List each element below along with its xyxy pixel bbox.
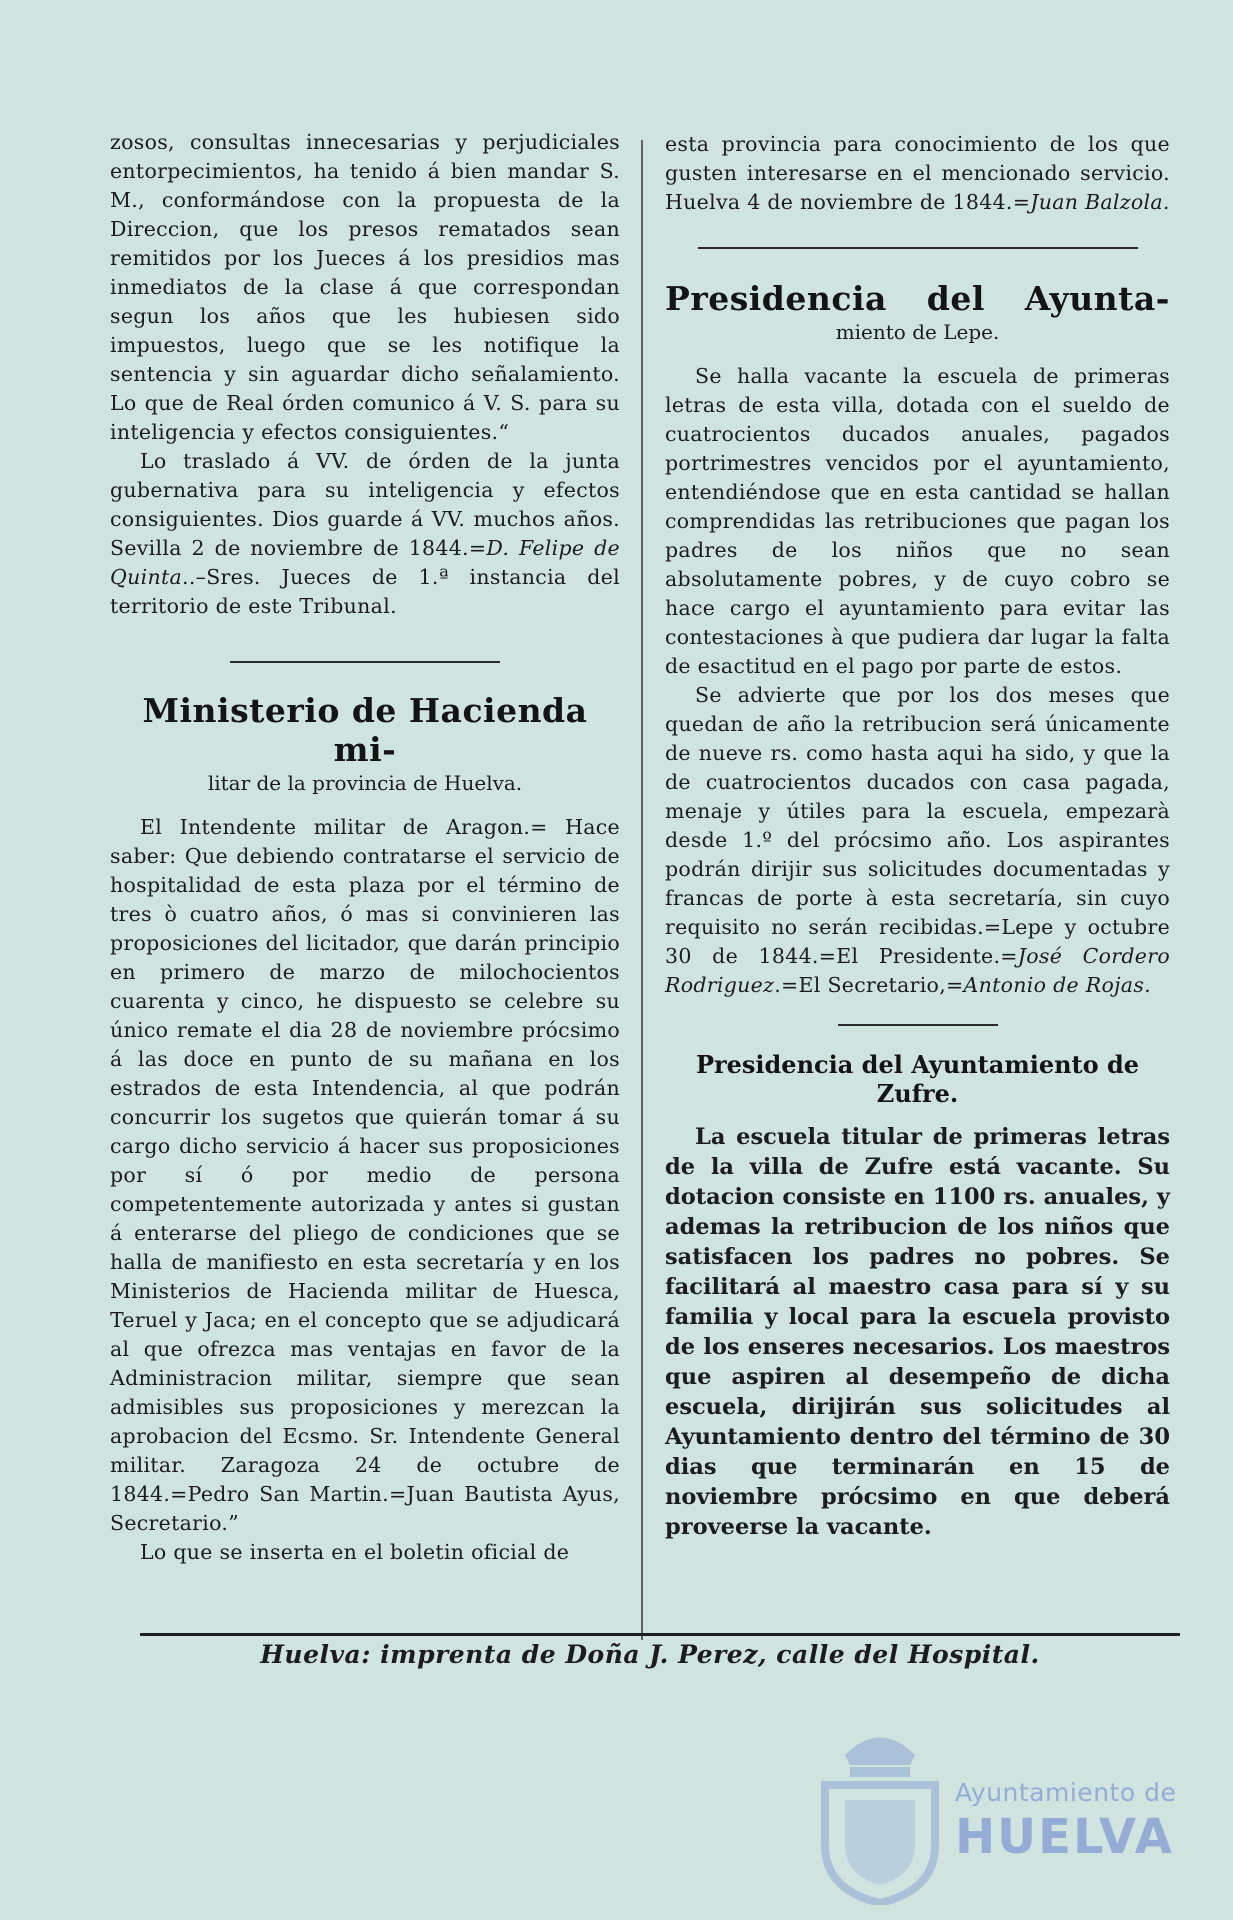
section-divider <box>230 661 500 663</box>
paragraph: zosos, consultas innecesarias y perjudiciales entorpecimientos, ha tenido á bien mandar S. M., conformándose con la propuesta de la Direccion, que los presos rematados sean remitidos por los Jueces á los presidios mas inmediatos de la clase á que correspondan segun los años que les hubiesen sido impuestos, luego que se les notifique la sentencia y sin aguardar dicho señalamiento. Lo que de Real órden comunico á V. S. para su inteligencia y efectos consiguientes.“ <box>110 130 620 444</box>
paragraph-text: Lo traslado á VV. de órden de la junta gubernativa para su inteligencia y efectos consiguientes. Dios guarde á VV. muchos años. Sevilla 2 de noviembre de 1844.= <box>110 449 620 560</box>
paragraph-text: ..–Sres. Jueces de 1.ª instancia del territorio de este Tribunal. <box>110 565 620 618</box>
watermark-line: Ayuntamiento de <box>955 1778 1177 1807</box>
signature: D. Felipe de Quinta <box>110 536 620 589</box>
coat-of-arms-icon <box>815 1715 945 1905</box>
section-heading: Ministerio de Hacienda mi- <box>142 691 588 769</box>
right-column <box>665 130 1170 1542</box>
paragraph <box>110 447 620 621</box>
section-subheading: litar de la provincia de Huelva. <box>207 771 523 795</box>
watermark <box>955 1778 1176 1865</box>
column-divider <box>641 140 643 1640</box>
paragraph-text: .=El Secretario,= <box>774 973 964 997</box>
left-column <box>110 128 620 1567</box>
paragraph <box>665 130 1170 217</box>
section-heading: Presidencia del Ayuntamiento de Zufre. <box>695 1050 1140 1108</box>
section-heading: Presidencia del Ayunta- <box>665 279 1170 318</box>
section-divider <box>838 1024 998 1026</box>
paragraph <box>665 681 1170 1000</box>
paragraph: Lo que se inserta en el boletin oficial de <box>140 1540 570 1564</box>
watermark-line: HUELVA <box>955 1809 1174 1865</box>
paragraph: Se halla vacante la escuela de primeras letras de esta villa, dotada con el sueldo de cuatrocientos ducados anuales, pagados portrimestres vencidos por el ayuntamiento, entendiéndose que en esta cantidad se hallan comprendidas las retribuciones que pagan los padres de los niños que no sean absolutamente pobres, y de cuyo cobro se hace cargo el ayuntamiento para evitar las contestaciones à que pudiera dar lugar la falta de esactitud en el pago por parte de estos. <box>665 364 1170 678</box>
section-divider <box>698 247 1138 249</box>
signature: José Cordero Rodriguez <box>665 944 1170 997</box>
paragraph-text: Se advierte que por los dos meses que quedan de año la retribucion será únicamente de nueve rs. como hasta aqui ha sido, y que la de cuatrocientos ducados con casa pagada, menaje y útiles para la escuela, empezarà desde 1.º del prócsimo año. Los aspirantes podrán dirijir sus solicitudes documentadas y francas de porte à esta secretaría, sin cuyo requisito no serán recibidas.=Lepe y octubre 30 de 1844.=El Presidente.= <box>665 683 1170 968</box>
paragraph-text: esta provincia para conocimiento de los que gusten interesarse en el mencionado servicio. Huelva 4 de noviembre de 1844.= <box>665 132 1170 214</box>
paragraph: La escuela titular de primeras letras de la villa de Zufre está vacante. Su dotacion consiste en 1100 rs. anuales, y ademas la retribucion de los niños que satisfacen los padres no pobres. Se facilitará al maestro casa para sí y su familia y local para la escuela provisto de los enseres necesarios. Los maestros que aspiren al desempeño de dicha escuela, dirijirán sus solicitudes al Ayuntamiento dentro del término de 30 dias que terminarán en 15 de noviembre prócsimo en que deberá proveerse la vacante. <box>665 1124 1170 1540</box>
imprint-footer: Huelva: imprenta de Doña J. Perez, calle del Hospital. <box>260 1640 1040 1669</box>
paragraph: El Intendente militar de Aragon.= Hace saber: Que debiendo contratarse el servicio de hospitalidad de esta plaza por el término de tres ò cuatro años, ó mas si convinieren las proposiciones del licitador, que darán principio en primero de marzo de milochocientos cuarenta y cinco, he dispuesto se celebre su único remate el dia 28 de noviembre prócsimo á las doce en punto de su mañana en los estrados de esta Intendencia, al que podrán concurrir los sugetos que quierán tomar á su cargo dicho servicio á hacer sus proposiciones por sí ó por medio de persona competentemente autorizada y antes si gustan á enterarse del pliego de condiciones que se halla de manifiesto en esta secretaría y en los Ministerios de Hacienda militar de Huesca, Teruel y Jaca; en el concepto que se adjudicará al que ofrezca mas ventajas en favor de la Administracion militar, siempre que sean admisibles sus proposiciones y merezcan la aprobacion del Ecsmo. Sr. Intendente General militar. Zaragoza 24 de octubre de 1844.=Pedro San Martin.=Juan Bautista Ayus, Secretario.” <box>110 815 620 1535</box>
section-subheading: miento de Lepe. <box>835 320 1000 344</box>
footer-divider <box>140 1633 1180 1636</box>
signature: Juan Balzola. <box>1030 190 1170 214</box>
signature: Antonio de Rojas. <box>963 973 1151 997</box>
